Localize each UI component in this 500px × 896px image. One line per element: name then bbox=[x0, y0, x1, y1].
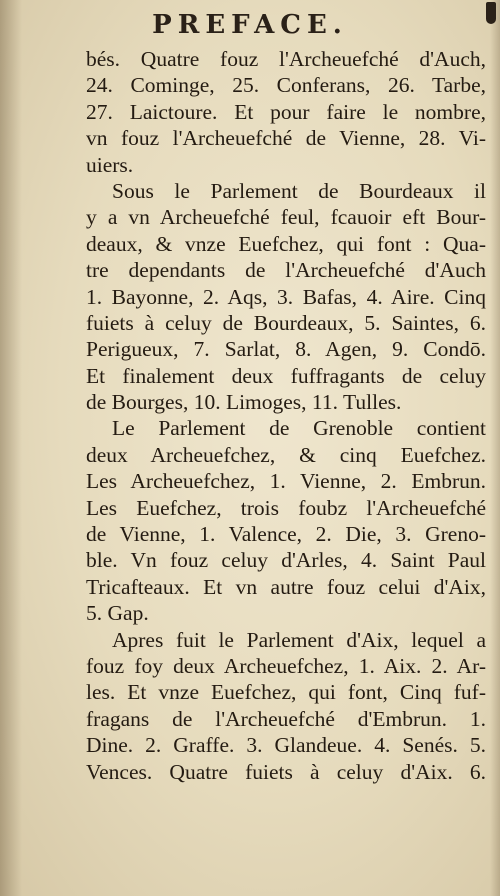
text-line: 24. Cominge, 25. Conferans, 26. Tarbe, bbox=[86, 73, 486, 98]
paragraph-3 bbox=[86, 415, 486, 626]
text-line: 5. Gap. bbox=[86, 601, 149, 626]
text-line: fragans de l'Archeuefché d'Embrun. 1. bbox=[86, 706, 486, 731]
text-line: tre dependants de l'Archeuefché d'Auch bbox=[86, 258, 486, 283]
text-line: 27. Laictoure. Et pour faire le nombre, bbox=[86, 99, 486, 124]
text-line: vn fouz l'Archeuefché de Vienne, 28. Vi- bbox=[86, 126, 486, 151]
text-line: deaux, & vnze Euefchez, qui font : Qua- bbox=[86, 231, 486, 256]
text-line: deux Archeuefchez, & cinq Euefchez. bbox=[86, 442, 486, 467]
text-line: uiers. bbox=[86, 152, 134, 177]
text-line: y a vn Archeuefché feul, fcauoir eft Bour- bbox=[86, 205, 486, 230]
text-line: ble. Vn fouz celuy d'Arles, 4. Saint Paul bbox=[86, 548, 486, 573]
text-line: Et finalement deux fuffragants de celuy bbox=[86, 363, 486, 388]
text-line: les. Et vnze Euefchez, qui font, Cinq fuf- bbox=[86, 680, 486, 705]
text-line: Sous le Parlement de Bourdeaux il bbox=[112, 178, 486, 203]
text-line: Tricafteaux. Et vn autre fouz celui d'Aix, bbox=[86, 574, 486, 599]
text-line: 1. Bayonne, 2. Aqs, 3. Bafas, 4. Aire. Cinq bbox=[86, 284, 486, 309]
text-line: de Vienne, 1. Valence, 2. Die, 3. Greno- bbox=[86, 522, 486, 547]
running-head: PREFACE. bbox=[152, 10, 348, 40]
paragraph-1 bbox=[86, 46, 486, 178]
paragraph-2 bbox=[86, 178, 486, 416]
text-line: Les Archeuefchez, 1. Vienne, 2. Embrun. bbox=[86, 469, 486, 494]
text-line: Dine. 2. Graffe. 3. Glandeue. 4. Senés. 5. bbox=[86, 733, 486, 758]
text-line: Les Euefchez, trois foubz l'Archeuefché bbox=[86, 495, 486, 520]
spine-shadow bbox=[0, 0, 22, 896]
body-text bbox=[86, 46, 486, 785]
paragraph-4 bbox=[86, 627, 486, 785]
text-line: Vences. Quatre fuiets à celuy d'Aix. 6. bbox=[86, 759, 486, 784]
text-line: Apres fuit le Parlement d'Aix, lequel a bbox=[112, 627, 486, 652]
text-line: fuiets à celuy de Bourdeaux, 5. Saintes, 6. bbox=[86, 310, 486, 335]
text-line: Perigueux, 7. Sarlat, 8. Agen, 9. Condō. bbox=[86, 337, 486, 362]
text-line: de Bourges, 10. Limoges, 11. Tulles. bbox=[86, 390, 402, 415]
text-line: bés. Quatre fouz l'Archeuefché d'Auch, bbox=[86, 47, 486, 71]
text-line: Le Parlement de Grenoble contient bbox=[112, 416, 486, 441]
page-edge-shadow bbox=[490, 0, 500, 896]
text-line: fouz foy deux Archeuefchez, 1. Aix. 2. Ar- bbox=[86, 653, 486, 678]
